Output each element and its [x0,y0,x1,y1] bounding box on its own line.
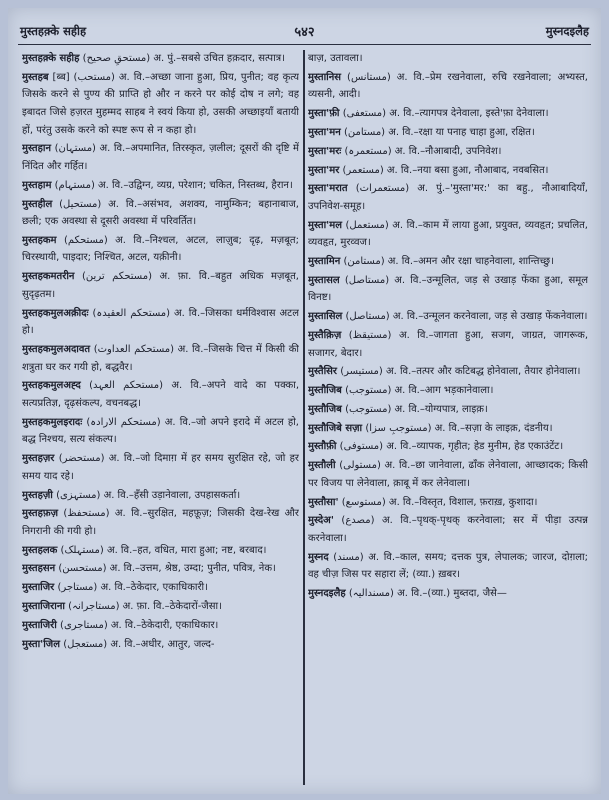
entry-definition: (مستاصل) अ. वि.–उन्मूलन करनेवाला, जड़ से उखाड़ फेंकनेवाला। [342,311,588,323]
dictionary-entry [22,377,299,412]
dictionary-entry [308,494,588,512]
dictionary-entry [308,401,588,419]
entry-definition: (مستحکم ترین) अ. फ़ा. वि.–बहुत अधिक मज़बूत, सुदृढ़तम। [22,271,299,300]
entry-definition: (مستوجب) अ. वि.–योग्यपात्र, लाइक़। [341,403,488,415]
entry-definition: (مستیقظ) अ. वि.–जागता हुआ, सजग, जाग्रत, जागरूक, सजागर, बेदार। [308,329,588,359]
dictionary-entry [22,617,299,635]
dictionary-entry [308,308,588,326]
entry-headword: मुस्तहान [22,143,52,155]
entry-headword: मुस्तहसन [22,563,56,575]
entry-headword: मुस्देअ' [308,515,334,527]
entry-headword: मुस्तहब [22,71,49,83]
dictionary-entry [308,124,588,142]
entry-definition: (مستحیل) अ. वि.–असंभव, अशक्य, नामुम्किन; बहानाबाज, छली; एक अवस्था से दूसरी अवस्था में परिवर्तित। [22,198,299,228]
dictionary-entry [22,341,299,376]
dictionary-entry [308,143,588,161]
entry-headword: मुस्तौजिब [308,403,342,415]
dictionary-entry [22,50,299,68]
entry-headword: मुस्तहलक [22,544,58,556]
dictionary-page [8,8,601,794]
dictionary-entry [22,232,299,267]
entry-headword: मुस्तासल [308,274,340,286]
dictionary-entry [22,268,299,303]
entry-headword: मुस्तहकमुलअह्द [22,380,81,392]
entry-definition: (مستحکم الارادہ) अ. वि.–जो अपने इरादे में अटल हो, बद्ध निश्चय, सत्य संकल्प। [22,416,299,446]
entry-headword: मुस्तहाम [22,179,52,191]
dictionary-entry [22,542,299,560]
entry-definition: (مستعجل) अ. वि.–अधीर, आतुर, जल्द- [60,638,215,650]
entry-headword: मुस्ताजिरी [22,619,57,631]
entry-definition: (مستہان) अ. वि.–अपमानित, तिरस्कृत, ज़लील; दूसरों की दृष्टि में निंदित और गर्हित। [22,143,299,172]
entry-headword: मुस्तहकमुलअक़ीदः [22,307,89,319]
entry-definition: (مستحقِ صحیح) अ. पुं.–सबसे उचित हक़दार, सत्पात्र। [79,53,285,64]
dictionary-entry [308,105,588,123]
entry-definition: (مستوجبِ سزا) अ. वि.–सज़ा के लाइक़, दंडनीय। [362,422,553,434]
dictionary-entry [308,50,588,68]
entry-definition: [ब्ब] (مستحب) अ. वि.–अच्छा जाना हुआ, प्रिय, पुनीत; वह कृत्य जिसके करने से पुण्य की प्राप्ति हो और न करने पर कोई दोष न लगे; वह इबादत जिसे हज़रत मुहम्मद साहब ने स्वयं किया हो, उसकी अच्छाइयाँ बतायी हों, परंतु उसके करने को स्पष्ट रूप से न कहा हो। [22,71,299,136]
entry-headword: मुस्ता'मरः [308,145,342,157]
dictionary-entry [22,414,299,449]
dictionary-entry [308,162,588,180]
entry-definition: (مستحکم العداوت) अ. वि.–जिसके चित्त में किसी की शत्रुता घर कर गयी हो, बद्धवैर। [22,344,299,373]
dictionary-entry [308,253,588,271]
entry-definition: (مستعمرات) अ. पुं.–'मुस्ता'मर:' का बहु., नौआबादियाँ, उपनिवेश-समूह। [308,183,588,212]
dictionary-entry [308,438,588,456]
entry-headword: मुस्ताजिराना [22,601,65,612]
entry-definition: (مستامن) अ. वि.–अमन और रक्षा चाहनेवाला, शान्तिच्छु। [340,256,554,268]
entry-definition: (مصدع) अ. वि.–पृथक्-पृथक् करनेवाला; सर में पीड़ा उत्पन्न करनेवाला। [308,515,588,544]
dictionary-entry [308,327,588,362]
dictionary-entry [22,598,299,616]
entry-headword: मुस्तैक़िज़ [308,329,342,341]
entry-headword: मुस्तहफ़ज़ [22,508,59,520]
dictionary-entry [308,272,588,307]
dictionary-entry [308,457,588,492]
entry-headword: मुस्तौजिबे सज़ा [308,422,363,434]
dictionary-entry [22,505,299,540]
entry-definition: (مستاجری) अ. वि.–ठेकेदारी, एकाधिकार। [56,619,219,631]
entry-definition: (مستحکم العقیدہ) अ. वि.–जिसका धर्मविश्वास अटल हो। [22,307,299,337]
entry-headword: मुस्ता'मन [308,126,341,138]
dictionary-entry [308,363,588,381]
dictionary-entry [22,487,299,505]
entry-headword: मुस्तौसा' [308,496,339,508]
entry-definition: (مستوفی) अ. वि.–व्यापक, गृहीत; हेड मुनीम, हेड एकाउंटेंट। [336,441,564,453]
entry-headword: मुस्तासिल [308,311,343,323]
entry-definition: (مستحسن) अ. वि.–उत्तम, श्रेष्ठ, उम्दा; पुनीत, पवित्र, नेक। [55,563,276,575]
entry-headword: मुस्तौफ़ी [308,441,337,453]
dictionary-entry [22,177,299,195]
entry-headword: मुस्तहकम [22,234,57,246]
entry-definition: (مستحفظ) अ. वि.–सुरक्षित, महफ़ूज़; जिसकी देख-रेख और निगरानी की गयी हो। [22,508,299,537]
entry-headword: मुस्तहकमुलअदावत [22,344,91,355]
entry-definition: (مستعمل) अ. वि.–काम में लाया हुआ, प्रयुक्त, व्यवहृत; प्रचलित, व्यवहृत, मुरव्वज। [308,219,588,249]
entry-headword: मुस्तौली [308,460,336,472]
page-number: ५४२ [294,25,315,40]
entry-definition: (مستامن) अ. वि.–रक्षा या पनाह चाहा हुआ, रक्षित। [340,126,535,138]
entry-definition: (مستوسع) अ. वि.–विस्तृत, विशाल, फ़राख़, कुशादा। [338,496,538,508]
entry-headword: मुस्तहक़्के सहीह [22,53,80,64]
dictionary-entry [22,305,299,340]
entry-definition: (مستعمرہ) अ. वि.–नौआबादी, उपनिवेश। [341,145,502,157]
dictionary-entry [22,69,299,139]
entry-definition: (مستحکم العہد) अ. वि.–अपने वादे का पक्का, सत्यप्रतिज्ञ, दृढ़संकल्प, वचनबद्ध। [22,380,299,409]
dictionary-entry [308,420,588,438]
entry-definition: बाज़, उतावला। [308,53,363,64]
dictionary-entry [22,579,299,597]
entry-definition: (مستاجرانہ) अ. फ़ा. वि.–ठेकेदारों-जैसा। [65,601,222,612]
dictionary-entry [22,450,299,485]
entry-definition: (مسندالیہ) अ. वि.–(व्या.) मुब्तदा, जैसे— [345,588,507,600]
left-column [22,50,299,790]
header-right-guideword: मुस्नदइलैह [545,24,589,38]
dictionary-entry [22,560,299,578]
dictionary-entry [308,549,588,584]
entry-headword: मुस्ताजिर [22,582,55,594]
entry-headword: मुस्तौजिब [308,385,342,397]
entry-definition: (مستیسر) अ. वि.–तत्पर और कटिबद्ध होनेवाला, तैयार होनेवाला। [337,366,581,378]
entry-definition: (مستہام) अ. वि.–उद्विग्न, व्यग्र, परेशान; चकित, निस्तब्ध, हैरान। [51,179,293,191]
dictionary-entry [308,382,588,400]
entry-definition: (مستحضر) अ. वि.–जो दिमाग़ में हर समय सुरक्षित रहे, जो हर समय याद रहे। [22,453,299,482]
entry-headword: मुस्ता'मरात [308,183,348,195]
entry-definition: (مسند) अ. वि.–काल, समय; दत्तक पुत्र, लेपालक; जारज, दोग़ला; वह चीज़ जिस पर सहारा लें; (व्या.) ख़बर। [308,551,588,581]
column-divider [303,50,305,785]
entry-definition: (مستحکم) अ. वि.–निश्चल, अटल, लाज़ुब; दृढ़, मज़बूत; चिरस्थायी, पाइदार; निश्चित, अटल, यक़ीनी। [22,234,299,264]
entry-headword: मुस्तामिन [308,256,341,268]
dictionary-entry [22,636,299,654]
entry-definition: (مستوجب) अ. वि.–आग भड़कानेवाला। [341,385,494,397]
dictionary-entry [308,512,588,547]
page-header [18,18,591,45]
entry-definition: (مستعمر) अ. वि.–नया बसा हुआ, नौआबाद, नवबसित। [339,164,549,176]
entry-definition: (مستاصل) अ. वि.–उन्मूलित, जड़ से उखाड़ फेंका हुआ, समूल विनष्ट। [308,274,588,304]
entry-headword: मुस्तहज़ी [22,489,53,501]
entry-definition: (مستہزی) अ. वि.–हँसी उड़ानेवाला, उपहासकर्ता। [52,489,241,501]
entry-headword: मुस्ता'फ़ी [308,108,340,120]
entry-headword: मुस्तहकमुलइरादः [22,416,83,428]
entry-headword: मुस्तैसिर [308,366,338,378]
dictionary-entry [308,585,588,603]
entry-definition: (مستعفی) अ. वि.–त्यागपत्र देनेवाला, इस्ते'फ़ा देनेवाला। [339,108,549,120]
entry-headword: मुस्ता'मल [308,219,342,231]
dictionary-entry [22,196,299,231]
entry-headword: मुस्तानिस [308,71,342,83]
entry-headword: मुस्तहील [22,198,53,210]
dictionary-entry [22,140,299,175]
entry-headword: मुस्नदइलैह [308,588,346,600]
entry-headword: मुस्तहकमतरीन [22,271,75,283]
entry-definition: (مستاجر) अ. वि.–ठेकेदार, एकाधिकारी। [54,582,208,594]
header-left-guideword: मुस्तहक़्के सहीह [20,24,87,38]
entry-definition: (مستولی) अ. वि.–छा जानेवाला, ढाँक लेनेवाला, आच्छादक; किसी पर विजय पा लेनेवाला, क़ाबू में कर लेनेवाला। [308,460,588,489]
entry-definition: (مستانس) अ. वि.–प्रेम रखनेवाला, रुचि रखनेवाला; अभ्यस्त, व्यसनी, आदी। [308,71,588,101]
entry-headword: मुस्ता'मर [308,164,340,176]
entry-definition: (مستہلک) अ. वि.–हत, वधित, मारा हुआ; नष्ट, बरबाद। [57,544,267,556]
dictionary-entry [308,217,588,252]
entry-headword: मुस्तहज़र [22,453,55,465]
dictionary-entry [308,180,588,215]
dictionary-entry [308,69,588,104]
entry-headword: मुस्नद [308,551,329,563]
right-column [308,50,588,790]
entry-headword: मुस्ता'जिल [22,638,61,650]
